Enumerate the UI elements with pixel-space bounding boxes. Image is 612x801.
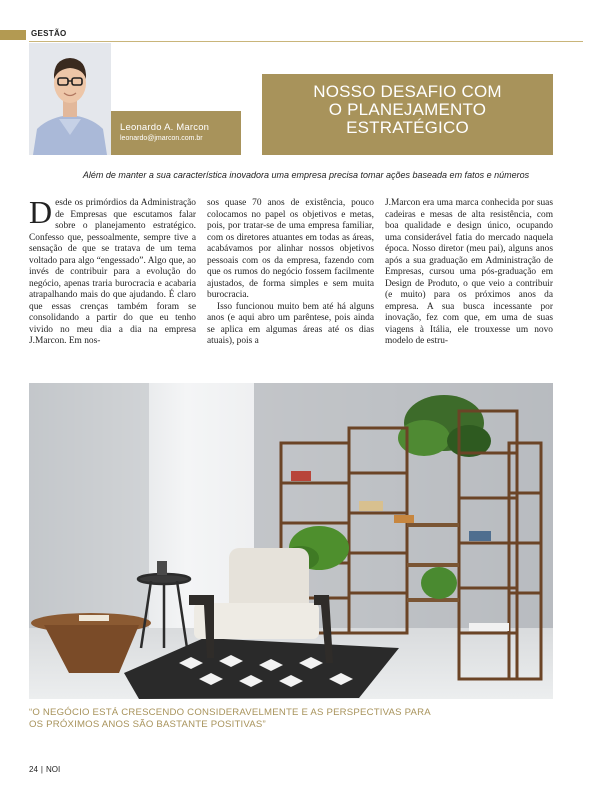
author-name: Leonardo A. Marcon	[120, 122, 210, 133]
quote-line-1: “O NEGÓCIO ESTÁ CRESCENDO CONSIDERAVELMENTE E AS PERSPECTIVAS PARA	[29, 707, 431, 718]
furniture-scene-illustration	[29, 383, 553, 699]
body-paragraph: Isso funcionou muito bem até há alguns anos (e aqui abro um parêntese, pois ainda se aplica em algumas áreas até os dias atuais), pois a	[207, 301, 374, 346]
body-column-2	[207, 198, 374, 348]
pull-quote	[29, 707, 553, 731]
furniture-photo	[29, 383, 553, 699]
footer-separator: |	[40, 765, 43, 774]
article-title	[262, 83, 553, 137]
header-rule	[29, 41, 583, 42]
magazine-name: NOI	[45, 765, 61, 774]
author-email: leonardo@jmarcon.com.br	[120, 135, 203, 142]
author-caption-box	[111, 111, 241, 155]
paragraph-text: esde os primórdios da Administração de Empresas que escutamos falar sobre o planejamento estratégico. Confesso que, pessoalmente, sempre tive a sensação de que se tratava de um tema voltado para algo “engessado”. Algo que, ao invés de contribuir para a evolução do negócio, apenas traria burocracia e acabaria atrapalhando mais do que ajudando. É claro que essas crenças também foram se consolidando a partir do que eu tenho vivido no meu dia a dia na empresa J.Marcon. Em nos-	[29, 198, 196, 346]
body-column-3	[385, 198, 553, 348]
body-paragraph	[29, 194, 196, 348]
body-paragraph: sos quase 70 anos de existência, pouco colocamos no papel os objetivos e metas, pois, por tratar-se de uma empresa familiar, com os diretores atuantes em todas as áreas, acabávamos por alinhar nossos objetivos pessoais com os da empresa, fazendo com que os rumos do negócio fossem facilmente ajustados, de forma simples e sem muita burocracia.	[207, 198, 374, 300]
author-photo	[29, 43, 111, 155]
article-subtitle: Além de manter a sua característica inovadora uma empresa precisa tomar ações baseada em fatos e números	[82, 170, 530, 180]
body-paragraph: J.Marcon era uma marca conhecida por suas cadeiras e mesas de alta resistência, com boa qualidade e design único, ocupando uma considerável fatia do mercado naquela época. Nosso diretor (meu pai), alguns anos após a sua graduação em Administração de Empresas, cursou uma pós-graduação em Design de Produto, o que veio a contribuir (e muito) para os próximos anos da empresa. A sua busca incessante por inovação, fez com que, em uma de suas viagens à Itália, ele trouxesse um novo modelo de estru-	[385, 198, 553, 346]
author-portrait-illustration	[29, 43, 111, 155]
section-label: GESTÃO	[31, 29, 67, 38]
drop-cap: D	[29, 194, 53, 230]
page-footer	[29, 765, 60, 774]
page-number: 24	[29, 765, 38, 774]
body-column-1	[29, 194, 196, 348]
title-line-3: ESTRATÉGICO	[346, 118, 469, 137]
quote-line-2: OS PRÓXIMOS ANOS SÃO BASTANTE POSITIVAS”	[29, 719, 266, 730]
title-line-1: NOSSO DESAFIO COM	[313, 82, 502, 101]
section-color-bar	[0, 30, 26, 40]
title-line-2: O PLANEJAMENTO	[328, 100, 487, 119]
